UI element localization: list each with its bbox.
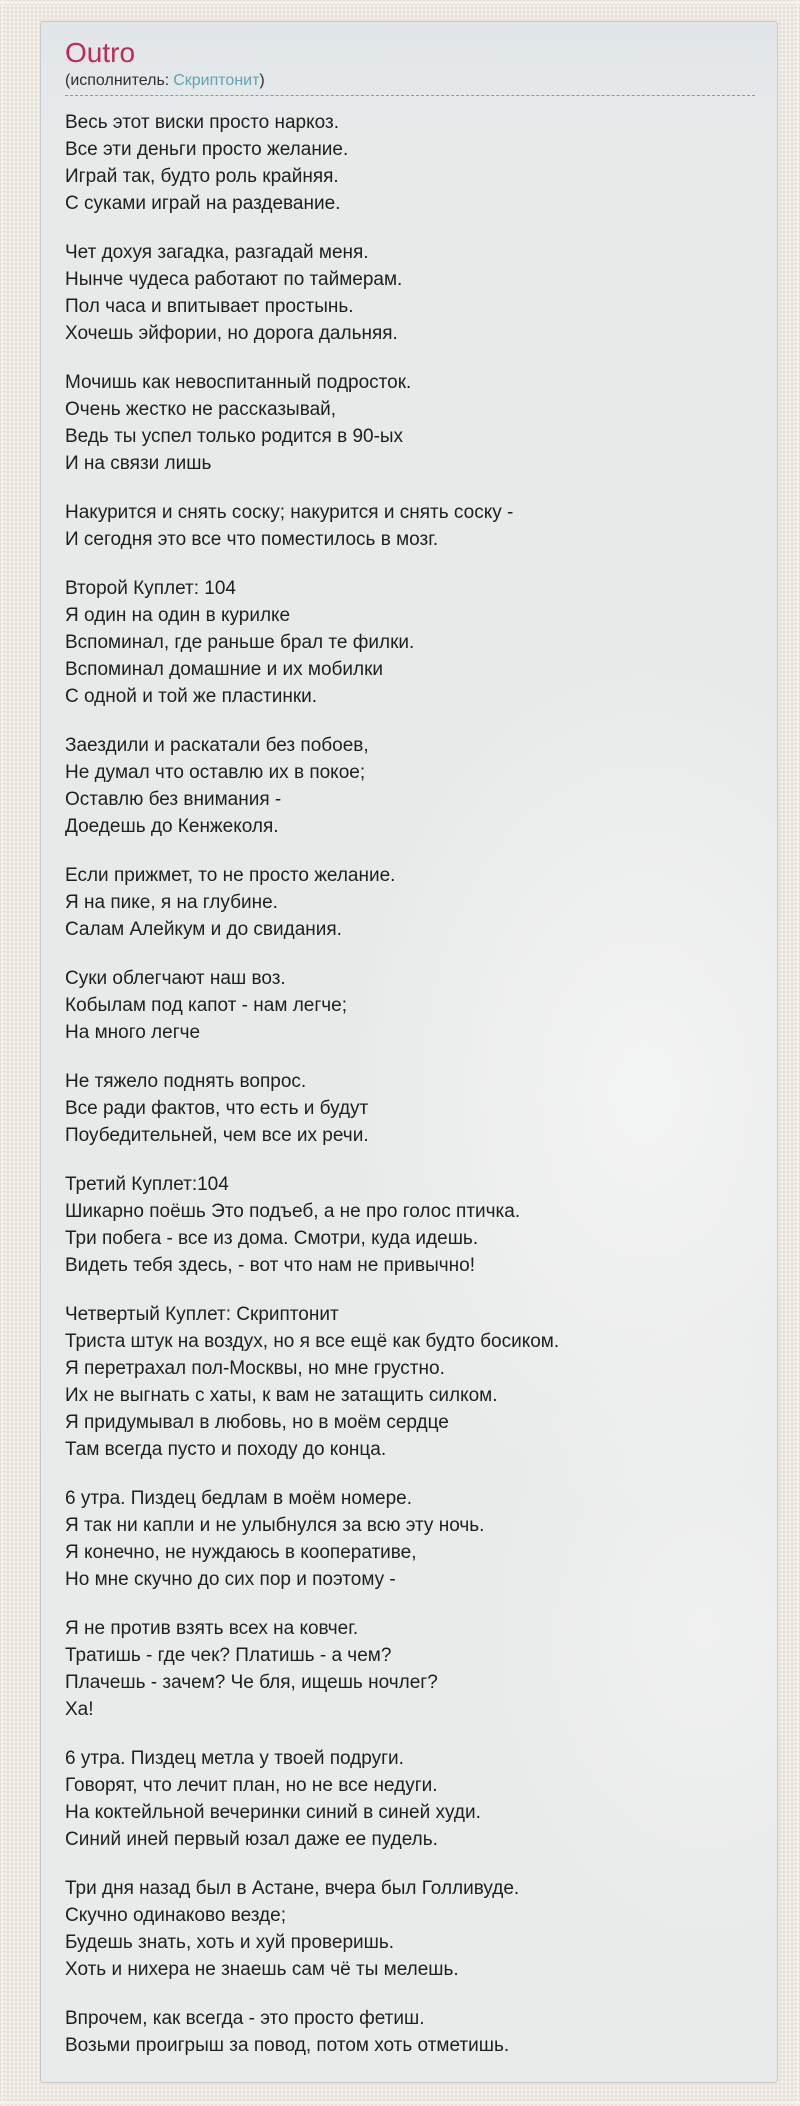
stanza — [65, 499, 755, 553]
lyrics-line: Суки облегчают наш воз. — [65, 968, 286, 989]
lyrics-line: Впрочем, как всегда - это просто фетиш. — [65, 2008, 425, 2029]
artist-line — [65, 71, 755, 96]
lyrics-line: Накурится и снять соску; накурится и снять соску - — [65, 502, 514, 523]
stanza — [65, 2005, 755, 2059]
lyrics-line: Кобылам под капот - нам легче; — [65, 995, 348, 1016]
lyrics-line: Мочишь как невоспитанный подросток. — [65, 372, 412, 393]
lyrics-line: Поубедительней, чем все их речи. — [65, 1125, 369, 1146]
lyrics-line: Играй так, будто роль крайняя. — [65, 166, 339, 187]
lyrics-line: 6 утра. Пиздец метла у твоей подруги. — [65, 1748, 404, 1769]
lyrics-line: Третий Куплет:104 — [65, 1174, 229, 1195]
lyrics-line: Четвертый Куплет: Скриптонит — [65, 1304, 339, 1325]
lyrics-line: Я на пике, я на глубине. — [65, 892, 278, 913]
lyrics-line: Весь этот виски просто наркоз. — [65, 112, 339, 133]
artist-label: (исполнитель: — [65, 72, 170, 89]
artist-suffix: ) — [259, 72, 265, 89]
lyrics-line: Оставлю без внимания - — [65, 789, 282, 810]
lyrics-line: Не думал что оставлю их в покое; — [65, 762, 366, 783]
lyrics-line: Пол часа и впитывает простынь. — [65, 296, 354, 317]
song-title: Outro — [65, 37, 136, 68]
lyrics-line: Доедешь до Кенжеколя. — [65, 816, 279, 837]
stanza — [65, 1068, 755, 1149]
lyrics-line: Очень жестко не рассказывай, — [65, 399, 337, 420]
lyrics-line: Но мне скучно до сих пор и поэтому - — [65, 1569, 396, 1590]
lyrics-line: Плачешь - зачем? Че бля, ищешь ночлег? — [65, 1672, 438, 1693]
stitch-line-left — [2, 0, 4, 2106]
lyrics-line: На коктейльной вечеринки синий в синей худи. — [65, 1802, 481, 1823]
lyrics-line: Возьми проигрыш за повод, потом хоть отметишь. — [65, 2035, 510, 2056]
lyrics-card-content — [41, 22, 777, 2059]
lyrics-line: Хочешь эйфории, но дорога дальняя. — [65, 323, 398, 344]
stanza — [65, 1615, 755, 1723]
lyrics-line: Все эти деньги просто желание. — [65, 139, 349, 160]
lyrics-line: Я не против взять всех на ковчег. — [65, 1618, 359, 1639]
lyrics-line: Хоть и нихера не знаешь сам чё ты мелешь. — [65, 1959, 459, 1980]
lyrics-line: Шикарно поёшь Это подъеб, а не про голос птичка. — [65, 1201, 521, 1222]
lyrics-line: Их не выгнать с хаты, к вам не затащить силком. — [65, 1385, 498, 1406]
lyrics-line: Заездили и раскатали без побоев, — [65, 735, 369, 756]
lyrics-line: Если прижмет, то не просто желание. — [65, 865, 396, 886]
lyrics-line: Салам Алейкум и до свидания. — [65, 919, 342, 940]
lyrics-line: И сегодня это все что поместилось в мозг. — [65, 529, 439, 550]
stanza — [65, 1745, 755, 1853]
lyrics-line: Видеть тебя здесь, - вот что нам не привычно! — [65, 1255, 476, 1276]
lyrics-line: Триста штук на воздух, но я все ещё как будто босиком. — [65, 1331, 560, 1352]
lyrics-line: Я так ни капли и не улыбнулся за всю эту ночь. — [65, 1515, 485, 1536]
stanza — [65, 109, 755, 217]
lyrics-line: Второй Куплет: 104 — [65, 578, 236, 599]
lyrics-line: Там всегда пусто и походу до конца. — [65, 1439, 387, 1460]
lyrics-line: Не тяжело поднять вопрос. — [65, 1071, 307, 1092]
lyrics-line: Я придумывал в любовь, но в моём сердце — [65, 1412, 449, 1433]
lyrics-line: С одной и той же пластинки. — [65, 686, 318, 707]
lyrics-line: Вспоминал, где раньше брал те филки. — [65, 632, 415, 653]
stanza — [65, 1301, 755, 1463]
stanza — [65, 1875, 755, 1983]
lyrics-line: Чет дохуя загадка, разгадай меня. — [65, 242, 369, 263]
lyrics — [65, 96, 755, 2059]
stanza — [65, 369, 755, 477]
lyrics-line: Тратишь - где чек? Платишь - а чем? — [65, 1645, 392, 1666]
stanza — [65, 732, 755, 840]
stanza — [65, 862, 755, 943]
lyrics-line: Синий иней первый юзал даже ее пудель. — [65, 1829, 438, 1850]
lyrics-line: Три побега - все из дома. Смотри, куда идешь. — [65, 1228, 479, 1249]
stitch-line-top — [0, 2, 800, 4]
lyrics-line: 6 утра. Пиздец бедлам в моём номере. — [65, 1488, 413, 1509]
stitch-line-bottom — [0, 2102, 800, 2104]
lyrics-line: Нынче чудеса работают по таймерам. — [65, 269, 403, 290]
lyrics-line: Говорят, что лечит план, но не все недуги. — [65, 1775, 438, 1796]
lyrics-line: Все ради фактов, что есть и будут — [65, 1098, 369, 1119]
lyrics-line: Будешь знать, хоть и хуй проверишь. — [65, 1932, 395, 1953]
lyrics-line: Я перетрахал пол-Москвы, но мне грустно. — [65, 1358, 445, 1379]
stanza — [65, 1171, 755, 1279]
lyrics-line: На много легче — [65, 1022, 201, 1043]
lyrics-line: С суками играй на раздевание. — [65, 193, 341, 214]
lyrics-line: Ха! — [65, 1699, 94, 1720]
stanza — [65, 1485, 755, 1593]
lyrics-line: Три дня назад был в Астане, вчера был Голливуде. — [65, 1878, 520, 1899]
lyrics-card — [40, 21, 778, 2083]
lyrics-line: Скучно одинаково везде; — [65, 1905, 286, 1926]
lyrics-line: Ведь ты успел только родится в 90-ых — [65, 426, 404, 447]
lyrics-line: Я один на один в курилке — [65, 605, 291, 626]
artist-link[interactable]: Скриптонит — [173, 72, 260, 89]
lyrics-line: Я конечно, не нуждаюсь в кооперативе, — [65, 1542, 417, 1563]
stanza — [65, 965, 755, 1046]
lyrics-line: И на связи лишь — [65, 453, 212, 474]
stanza — [65, 239, 755, 347]
lyrics-line: Вспоминал домашние и их мобилки — [65, 659, 384, 680]
stanza — [65, 575, 755, 710]
stitch-line-right — [796, 0, 798, 2106]
